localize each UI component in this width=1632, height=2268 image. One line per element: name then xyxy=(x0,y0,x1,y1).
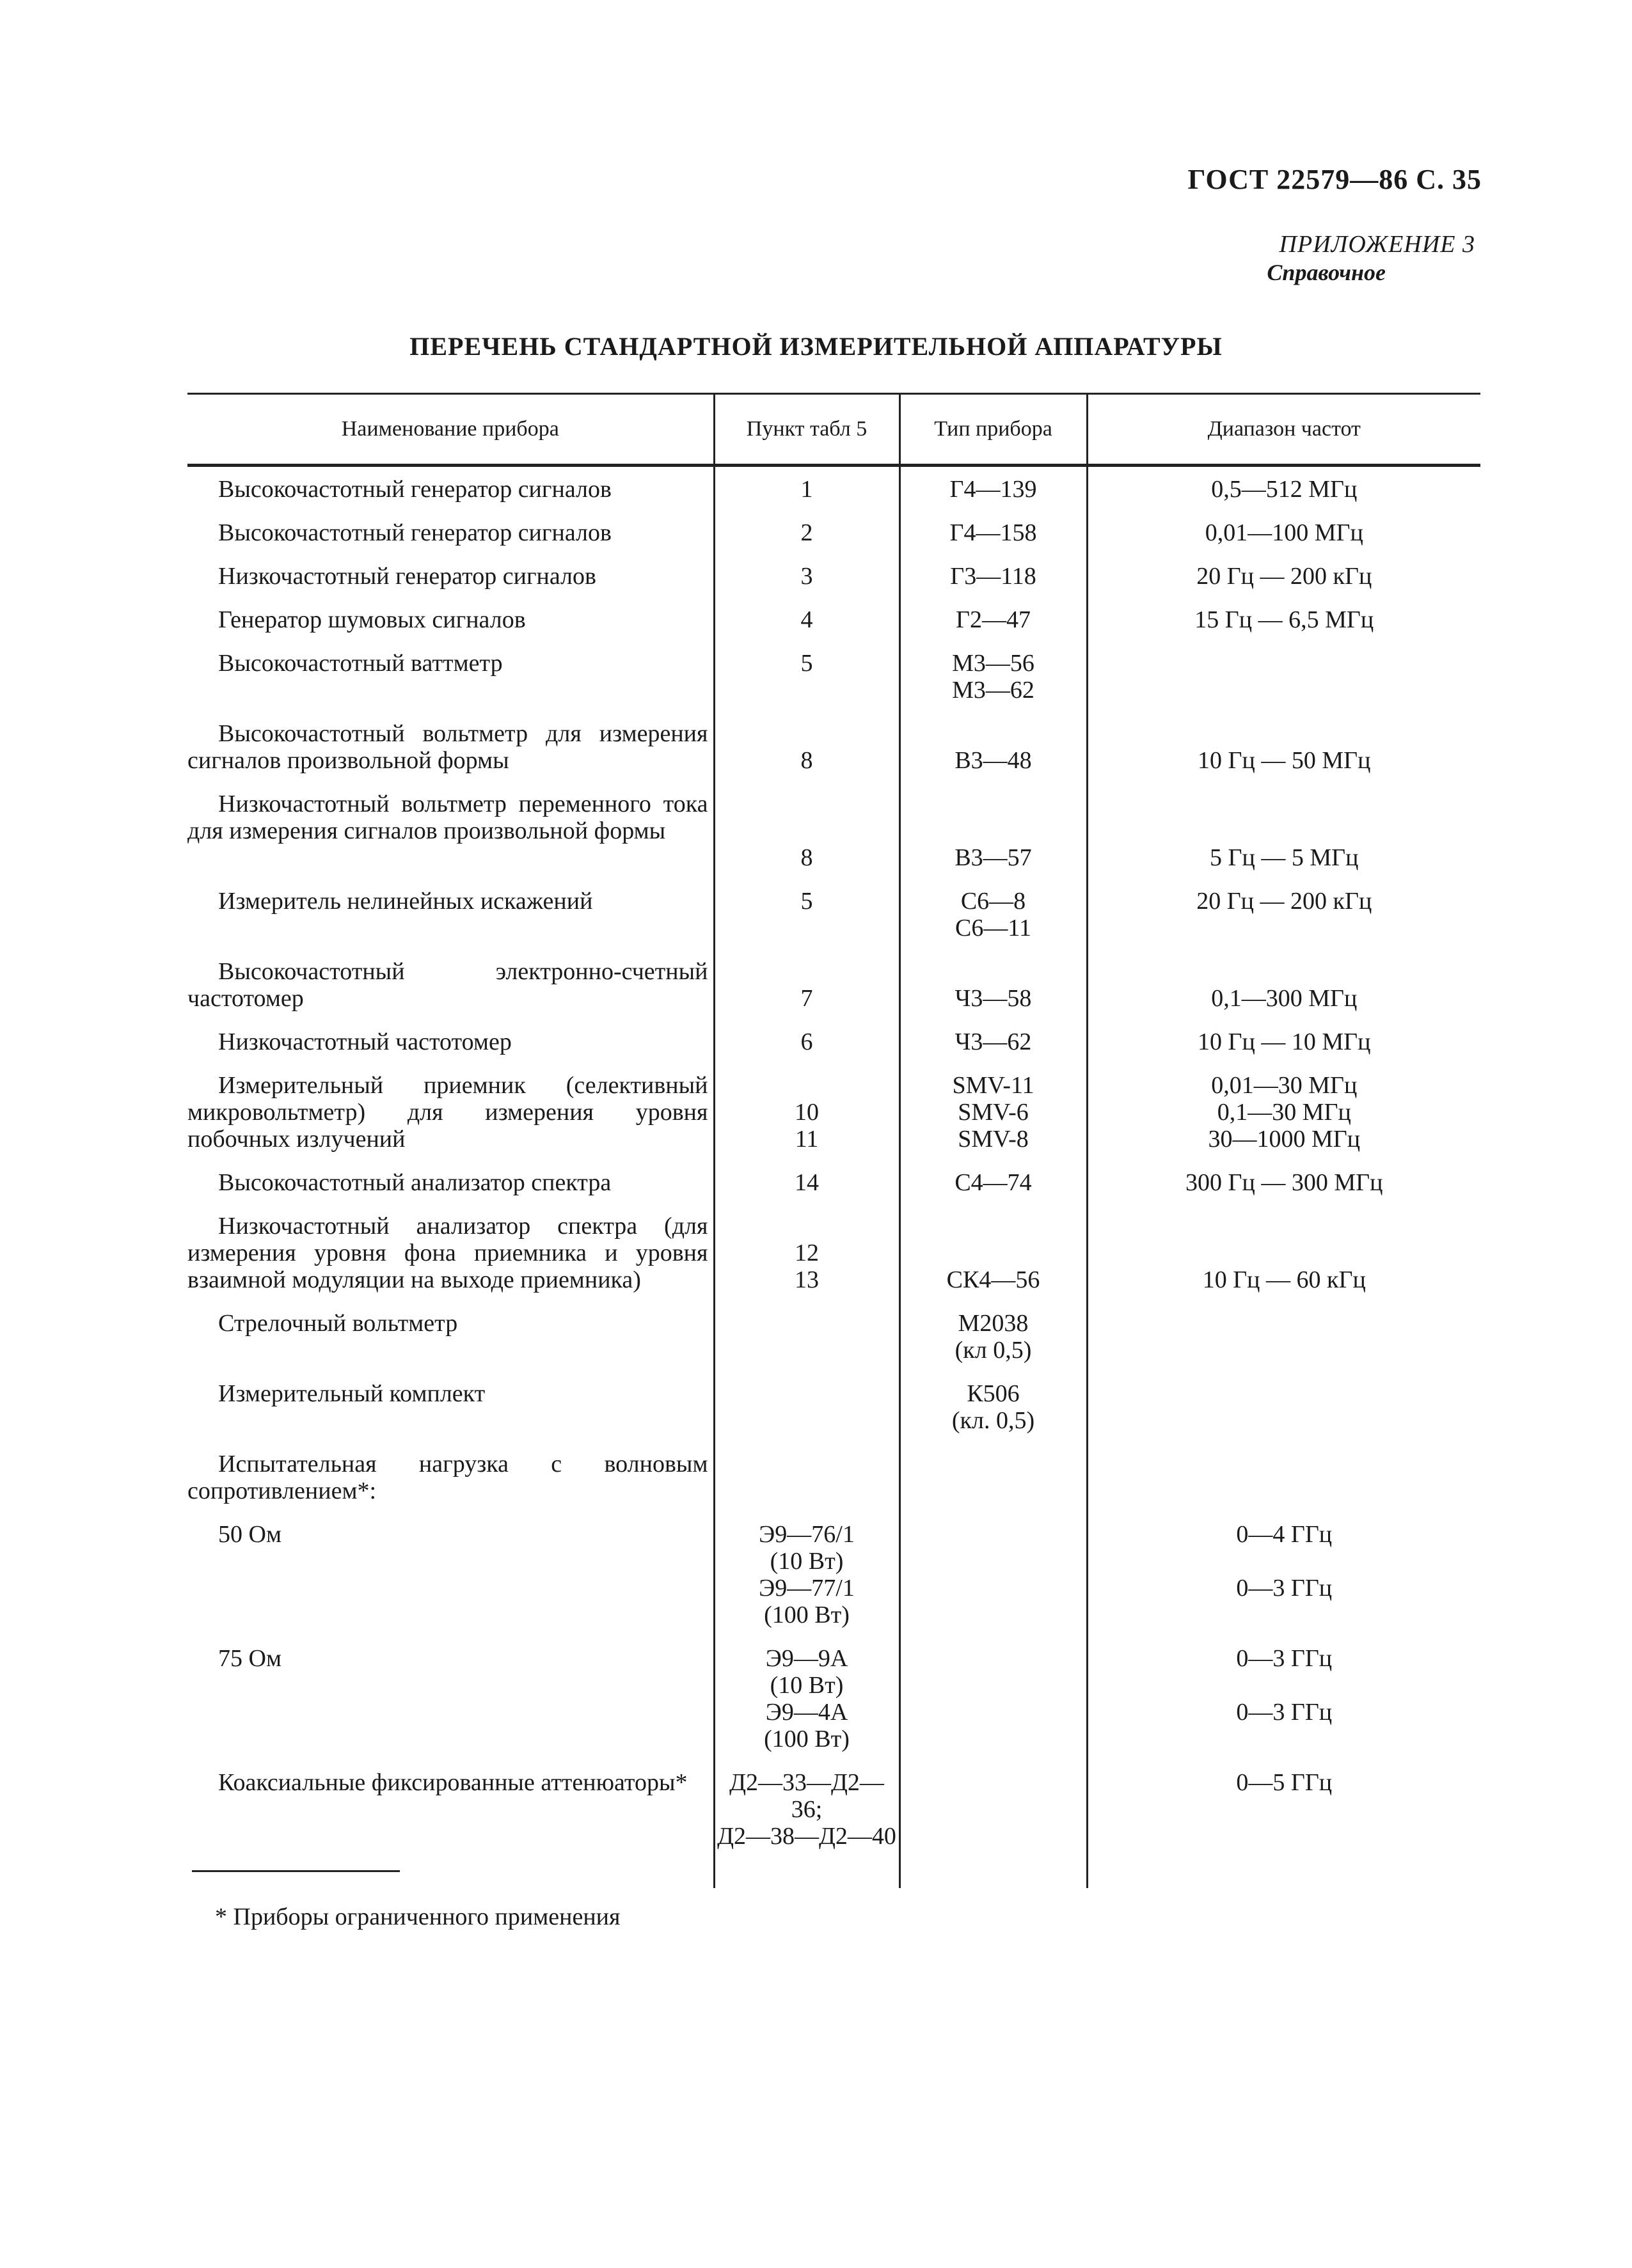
device-type-line xyxy=(901,958,1086,985)
device-type-line: Г2—47 xyxy=(956,606,1031,633)
instrument-name: Генератор шумовых сигналов xyxy=(218,606,526,633)
table-item-cell xyxy=(714,1204,899,1301)
table-item-cell xyxy=(714,641,899,711)
table-item-cell xyxy=(714,1301,899,1371)
frequency-range-line: 20 Гц — 200 кГц xyxy=(1196,888,1372,915)
device-type-line: В3—57 xyxy=(955,844,1032,871)
device-type-cell xyxy=(899,466,1087,511)
device-type-cell xyxy=(899,1063,1087,1160)
frequency-range-line: 0,5—512 МГц xyxy=(1211,476,1358,503)
table-row xyxy=(187,1160,1480,1204)
device-type-line: Ч3—58 xyxy=(955,985,1032,1012)
frequency-range-line: 10 Гц — 10 МГц xyxy=(1198,1028,1371,1055)
device-type-cell xyxy=(899,1020,1087,1063)
frequency-range-line xyxy=(1088,791,1481,817)
table-item-cell xyxy=(714,466,899,511)
table-item-cell xyxy=(714,949,899,1020)
device-type-line: SMV-6 xyxy=(958,1099,1029,1126)
table-item-line: (100 Вт) xyxy=(764,1602,850,1628)
table-item-line: Д2—33—Д2—36; xyxy=(729,1769,884,1823)
instrument-name: Коаксиальные фиксированные аттенюаторы* xyxy=(218,1769,688,1796)
frequency-range-line: 300 Гц — 300 МГц xyxy=(1185,1169,1383,1196)
device-type-line xyxy=(901,817,1086,844)
frequency-range-line xyxy=(1088,720,1481,747)
column-header-type: Тип прибора xyxy=(899,394,1087,466)
table-row xyxy=(187,782,1480,879)
frequency-range-line: 0,1—30 МГц xyxy=(1217,1099,1351,1126)
standard-reference: ГОСТ 22579—86 С. 35 xyxy=(1187,164,1482,195)
table-row xyxy=(187,1301,1480,1371)
device-type-line: СК4—56 xyxy=(946,1266,1040,1293)
instrument-name-cell xyxy=(187,711,714,782)
table-item-line xyxy=(715,958,899,985)
table-item-line: 4 xyxy=(800,606,813,633)
device-type-cell xyxy=(899,1760,1087,1888)
column-header-item: Пункт табл 5 xyxy=(714,394,899,466)
device-type-line: С6—11 xyxy=(955,915,1031,941)
table-item-line: 6 xyxy=(800,1028,813,1055)
frequency-range-line xyxy=(1088,817,1481,844)
frequency-range-line: 30—1000 МГц xyxy=(1208,1126,1361,1153)
device-type-cell xyxy=(899,1301,1087,1371)
frequency-range-cell xyxy=(1087,1204,1480,1301)
table-row xyxy=(187,1442,1480,1512)
device-type-line: Г3—118 xyxy=(950,563,1036,590)
table-item-line xyxy=(715,1213,899,1240)
device-type-cell xyxy=(899,510,1087,554)
frequency-range-cell xyxy=(1087,1063,1480,1160)
instrument-name-cell xyxy=(187,1204,714,1301)
frequency-range-line xyxy=(1088,958,1481,985)
frequency-range-line xyxy=(1088,1240,1481,1266)
device-type-line: SMV-8 xyxy=(958,1126,1029,1153)
table-item-line xyxy=(715,791,899,817)
device-type-line: М3—62 xyxy=(952,677,1034,704)
table-header-row xyxy=(187,394,1480,466)
table-item-cell xyxy=(714,1020,899,1063)
device-type-line: (кл 0,5) xyxy=(955,1337,1032,1364)
device-type-line: (кл. 0,5) xyxy=(951,1407,1035,1434)
device-type-line xyxy=(901,720,1086,747)
device-type-cell xyxy=(899,597,1087,641)
instrument-name-cell xyxy=(187,1442,714,1512)
frequency-range-cell xyxy=(1087,466,1480,511)
table-item-line xyxy=(715,720,899,747)
device-type-line xyxy=(901,1240,1086,1266)
instrument-name: 50 Ом xyxy=(218,1521,281,1548)
frequency-range-line: 0—3 ГГц xyxy=(1236,1645,1333,1672)
table-item-cell xyxy=(714,1371,899,1442)
device-type-cell xyxy=(899,782,1087,879)
table-item-line: 11 xyxy=(795,1126,819,1153)
instrument-name: Испытательная нагрузка с волновым сопротивлением*: xyxy=(187,1451,708,1504)
table-item-line: 3 xyxy=(800,563,813,590)
frequency-range-line: 0—3 ГГц xyxy=(1236,1575,1333,1602)
table-item-line: 5 xyxy=(800,650,813,677)
table-item-cell xyxy=(714,1442,899,1512)
device-type-line: Г4—139 xyxy=(949,476,1037,503)
frequency-range-cell xyxy=(1087,1371,1480,1442)
frequency-range-cell xyxy=(1087,782,1480,879)
frequency-range-line: 0,01—100 МГц xyxy=(1205,519,1363,546)
frequency-range-line: 0,01—30 МГц xyxy=(1211,1072,1358,1099)
frequency-range-line: 0,1—300 МГц xyxy=(1211,985,1358,1012)
instrument-name-cell xyxy=(187,597,714,641)
frequency-range-cell xyxy=(1087,1020,1480,1063)
device-type-line xyxy=(901,791,1086,817)
device-type-cell xyxy=(899,1204,1087,1301)
frequency-range-line: 10 Гц — 60 кГц xyxy=(1202,1266,1366,1293)
table-row xyxy=(187,879,1480,949)
instrument-name-cell xyxy=(187,1020,714,1063)
frequency-range-line: 0—5 ГГц xyxy=(1236,1769,1333,1796)
device-type-line: К506 xyxy=(967,1380,1020,1407)
instrument-name: Высокочастотный ваттметр xyxy=(218,650,503,677)
table-item-line: Д2—38—Д2—40 xyxy=(717,1823,896,1850)
footnote: * Приборы ограниченного применения xyxy=(215,1903,621,1930)
column-header-frequency: Диапазон частот xyxy=(1087,394,1480,466)
table-item-line: (10 Вт) xyxy=(770,1548,844,1575)
instrument-name: Высокочастотный анализатор спектра xyxy=(218,1169,612,1196)
frequency-range-line: 15 Гц — 6,5 МГц xyxy=(1194,606,1374,633)
table-row xyxy=(187,1512,1480,1636)
device-type-cell xyxy=(899,1512,1087,1636)
frequency-range-line: 10 Гц — 50 МГц xyxy=(1198,747,1371,774)
frequency-range-cell xyxy=(1087,711,1480,782)
table-row xyxy=(187,1760,1480,1888)
instrument-name-cell xyxy=(187,949,714,1020)
table-item-line: 7 xyxy=(800,985,813,1012)
instrument-name-cell xyxy=(187,1636,714,1760)
frequency-range-cell xyxy=(1087,554,1480,597)
table-row xyxy=(187,1204,1480,1301)
table-row xyxy=(187,1020,1480,1063)
table-row xyxy=(187,554,1480,597)
instrument-name-cell xyxy=(187,782,714,879)
instrument-name-cell xyxy=(187,1512,714,1636)
instrument-name: Измеритель нелинейных искажений xyxy=(218,888,593,915)
instrument-name: Низкочастотный вольтметр переменного тока для измерения сигналов произвольной формы xyxy=(187,791,708,844)
table-item-line: 1 xyxy=(800,476,813,503)
table-item-cell xyxy=(714,711,899,782)
table-item-cell xyxy=(714,597,899,641)
table-item-cell xyxy=(714,510,899,554)
table-row xyxy=(187,641,1480,711)
instrument-name-cell xyxy=(187,1301,714,1371)
instrument-name-cell xyxy=(187,879,714,949)
table-item-line: 8 xyxy=(800,844,813,871)
instrument-name-cell xyxy=(187,1760,714,1888)
table-row xyxy=(187,1636,1480,1760)
instrument-name-cell xyxy=(187,510,714,554)
frequency-range-line: 20 Гц — 200 кГц xyxy=(1196,563,1372,590)
table-item-line: 8 xyxy=(800,747,813,774)
frequency-range-line: 0—4 ГГц xyxy=(1236,1521,1333,1548)
frequency-range-line: 5 Гц — 5 МГц xyxy=(1210,844,1359,871)
column-header-name: Наименование прибора xyxy=(187,394,714,466)
instrument-name: Стрелочный вольтметр xyxy=(218,1310,458,1337)
instrument-name-cell xyxy=(187,1063,714,1160)
frequency-range-cell xyxy=(1087,879,1480,949)
device-type-line: Г4—158 xyxy=(949,519,1037,546)
table-item-cell xyxy=(714,782,899,879)
table-item-line: 12 xyxy=(795,1240,819,1266)
table-item-cell xyxy=(714,879,899,949)
instrument-name-cell xyxy=(187,641,714,711)
instrument-name: Низкочастотный генератор сигналов xyxy=(218,563,596,590)
instrument-table xyxy=(187,393,1480,1888)
table-item-line xyxy=(715,817,899,844)
device-type-line: В3—48 xyxy=(955,747,1032,774)
frequency-range-cell xyxy=(1087,1636,1480,1760)
table-item-line: (100 Вт) xyxy=(764,1726,850,1752)
table-item-cell xyxy=(714,554,899,597)
table-row xyxy=(187,466,1480,511)
table-row xyxy=(187,510,1480,554)
table-item-cell xyxy=(714,1760,899,1888)
appendix-label: ПРИЛОЖЕНИЕ 3 xyxy=(1279,231,1475,258)
device-type-cell xyxy=(899,1160,1087,1204)
table-item-line: 14 xyxy=(795,1169,819,1196)
frequency-range-cell xyxy=(1087,1760,1480,1888)
instrument-name: Высокочастотный генератор сигналов xyxy=(218,519,612,546)
frequency-range-line xyxy=(1088,1548,1481,1575)
instrument-name: Высокочастотный генератор сигналов xyxy=(218,476,612,503)
frequency-range-cell xyxy=(1087,641,1480,711)
frequency-range-cell xyxy=(1087,1301,1480,1371)
table-item-line xyxy=(715,1072,899,1099)
instrument-name-cell xyxy=(187,554,714,597)
table-item-cell xyxy=(714,1512,899,1636)
instrument-name: Низкочастотный анализатор спектра (для измерения уровня фона приемника и уровня взаимной модуляции на выходе приемника) xyxy=(187,1213,708,1293)
table-row xyxy=(187,1063,1480,1160)
table-item-line: 2 xyxy=(800,519,813,546)
frequency-range-line xyxy=(1088,1213,1481,1240)
instrument-name-cell xyxy=(187,1160,714,1204)
device-type-line: С6—8 xyxy=(960,888,1026,915)
table-row xyxy=(187,711,1480,782)
device-type-cell xyxy=(899,711,1087,782)
device-type-cell xyxy=(899,1636,1087,1760)
device-type-line: М2038 xyxy=(958,1310,1029,1337)
instrument-name-cell xyxy=(187,1371,714,1442)
instrument-name: Низкочастотный частотомер xyxy=(218,1028,512,1055)
instrument-name: Высокочастотный электронно-счетный частотомер xyxy=(187,958,708,1012)
device-type-line: SMV-11 xyxy=(952,1072,1034,1099)
frequency-range-line xyxy=(1088,1672,1481,1699)
device-type-cell xyxy=(899,879,1087,949)
device-type-cell xyxy=(899,949,1087,1020)
device-type-cell xyxy=(899,554,1087,597)
table-item-line: 13 xyxy=(795,1266,819,1293)
table-item-cell xyxy=(714,1063,899,1160)
table-row xyxy=(187,597,1480,641)
appendix-kind: Справочное xyxy=(1267,260,1386,285)
table-body xyxy=(187,466,1480,1889)
table-item-line: (10 Вт) xyxy=(770,1672,844,1699)
device-type-line: Ч3—62 xyxy=(955,1028,1032,1055)
table-item-line: Э9—9А xyxy=(765,1645,848,1672)
device-type-line: С4—74 xyxy=(955,1169,1032,1196)
device-type-cell xyxy=(899,641,1087,711)
table-item-line: 10 xyxy=(795,1099,819,1126)
frequency-range-cell xyxy=(1087,510,1480,554)
frequency-range-cell xyxy=(1087,949,1480,1020)
table-row xyxy=(187,949,1480,1020)
device-type-line xyxy=(901,1213,1086,1240)
frequency-range-cell xyxy=(1087,1442,1480,1512)
frequency-range-cell xyxy=(1087,1512,1480,1636)
frequency-range-line: 0—3 ГГц xyxy=(1236,1699,1333,1726)
frequency-range-cell xyxy=(1087,1160,1480,1204)
instrument-name: Высокочастотный вольтметр для измерения сигналов произвольной формы xyxy=(187,720,708,774)
table-item-line: Э9—76/1 xyxy=(759,1521,855,1548)
table-item-cell xyxy=(714,1636,899,1760)
table-item-cell xyxy=(714,1160,899,1204)
instrument-name: Измерительный приемник (селективный микровольтметр) для измерения уровня побочных излучений xyxy=(187,1072,708,1153)
instrument-name: Измерительный комплект xyxy=(218,1380,486,1407)
instrument-name: 75 Ом xyxy=(218,1645,281,1672)
instrument-name-cell xyxy=(187,466,714,511)
device-type-cell xyxy=(899,1371,1087,1442)
frequency-range-cell xyxy=(1087,597,1480,641)
device-type-line: М3—56 xyxy=(952,650,1034,677)
page-title: ПЕРЕЧЕНЬ СТАНДАРТНОЙ ИЗМЕРИТЕЛЬНОЙ АППАРАТУРЫ xyxy=(409,332,1223,361)
footnote-rule xyxy=(192,1870,400,1872)
table-item-line: Э9—77/1 xyxy=(759,1575,855,1602)
table-row xyxy=(187,1371,1480,1442)
device-type-cell xyxy=(899,1442,1087,1512)
table-item-line: Э9—4А xyxy=(765,1699,848,1726)
table-item-line: 5 xyxy=(800,888,813,915)
